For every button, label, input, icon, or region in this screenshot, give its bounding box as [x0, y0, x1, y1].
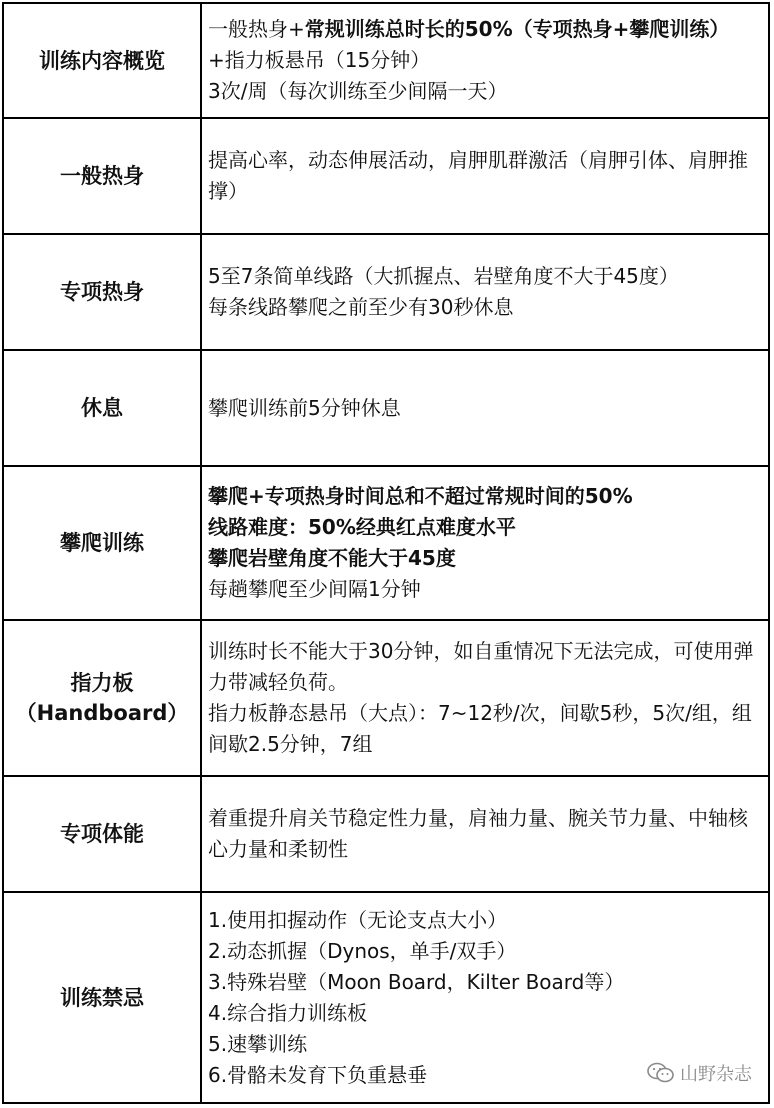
- content-text: 攀爬+专项热身时间总和不超过常规时间的50%: [208, 484, 633, 508]
- content-line: [208, 936, 762, 967]
- row-label: 一般热身: [60, 164, 144, 188]
- content-text: 4.综合指力训练板: [208, 1000, 368, 1025]
- content-text: 3次/周（每次训练至少间隔一天）: [208, 79, 508, 103]
- wechat-icon: [646, 1061, 676, 1085]
- content-text: 着重提升肩关节稳定性力量，肩袖力量、腕关节力量、中轴核心力量和柔韧性: [208, 806, 748, 861]
- content-line: [208, 574, 762, 605]
- row-label-cell: [3, 350, 201, 466]
- content-line: [208, 905, 762, 936]
- table-row: [3, 350, 769, 466]
- row-label-cell: [3, 3, 201, 118]
- row-label: 专项热身: [60, 280, 144, 304]
- content-text: 每条线路攀爬之前至少有30秒休息: [208, 295, 514, 319]
- row-label: 休息: [81, 396, 123, 420]
- row-label: 专项体能: [60, 822, 144, 846]
- content-text: 指力板静态悬吊（大点）：7~12秒/次，间歇5秒，5次/组，组间歇2.5分钟，7组: [208, 701, 752, 756]
- content-line: [208, 543, 762, 574]
- content-text: 攀爬训练前5分钟休息: [208, 395, 401, 420]
- training-plan-table: [2, 2, 770, 1104]
- content-text: 2.动态抓握（Dynos，单手/双手）: [208, 938, 517, 963]
- content-line: [208, 998, 762, 1029]
- table-row: [3, 234, 769, 350]
- row-content-cell: [201, 234, 769, 350]
- content-text: 每趟攀爬至少间隔1分钟: [208, 577, 421, 601]
- content-line: [208, 1029, 762, 1060]
- row-label: 训练禁忌: [60, 985, 144, 1010]
- row-content-cell: [201, 350, 769, 466]
- row-label-cell: [3, 234, 201, 350]
- table-row: [3, 620, 769, 776]
- content-text: 5.速攀训练: [208, 1031, 308, 1056]
- content-text: 常规训练总时长的50%（专项热身+攀爬训练）: [304, 17, 730, 41]
- row-label: 攀爬训练: [60, 531, 144, 555]
- row-label-cell: [3, 466, 201, 620]
- content-text: 线路难度：50%经典红点难度水平: [208, 515, 516, 539]
- row-content-cell: [201, 620, 769, 776]
- content-line: [208, 393, 762, 424]
- table-row: [3, 466, 769, 620]
- content-text: 提高心率，动态伸展活动，肩胛肌群激活（肩胛引体、肩胛推撑）: [208, 148, 748, 203]
- content-line: [208, 481, 762, 512]
- content-text: 一般热身+: [208, 17, 305, 41]
- table-row: [3, 3, 769, 118]
- content-line: [208, 76, 762, 107]
- row-label-cell: [3, 620, 201, 776]
- content-line: [208, 698, 762, 760]
- content-line: [208, 14, 762, 76]
- content-line: [208, 145, 762, 207]
- row-label-cell: [3, 776, 201, 892]
- content-text: 攀爬岩壁角度不能大于45度: [208, 546, 456, 570]
- content-text: +指力板悬吊（15分钟）: [208, 48, 431, 72]
- content-line: [208, 803, 762, 865]
- content-text: 训练时长不能大于30分钟，如自重情况下无法完成，可使用弹力带减轻负荷。: [208, 639, 754, 694]
- row-content-cell: [201, 3, 769, 118]
- table-row: [3, 776, 769, 892]
- content-line: [208, 261, 762, 292]
- row-content-cell: [201, 466, 769, 620]
- row-label-cell: [3, 892, 201, 1103]
- content-line: [208, 292, 762, 323]
- content-line: [208, 512, 762, 543]
- row-label-cell: [3, 118, 201, 234]
- row-content-cell: [201, 776, 769, 892]
- watermark-text: 山野杂志: [680, 1064, 752, 1085]
- row-content-cell: [201, 118, 769, 234]
- content-text: 3.特殊岩壁（Moon Board，Kilter Board等）: [208, 969, 625, 994]
- content-line: [208, 967, 762, 998]
- row-label: 训练内容概览: [39, 48, 165, 73]
- content-text: 5至7条简单线路（大抓握点、岩壁角度不大于45度）: [208, 264, 679, 288]
- content-line: [208, 636, 762, 698]
- row-label-sub: （Handboard）: [15, 701, 189, 725]
- row-label: 指力板: [70, 671, 134, 695]
- watermark: [646, 1060, 752, 1086]
- content-text: 6.骨骼未发育下负重悬垂: [208, 1062, 428, 1087]
- table-row: [3, 118, 769, 234]
- content-text: 1.使用扣握动作（无论支点大小）: [208, 907, 508, 932]
